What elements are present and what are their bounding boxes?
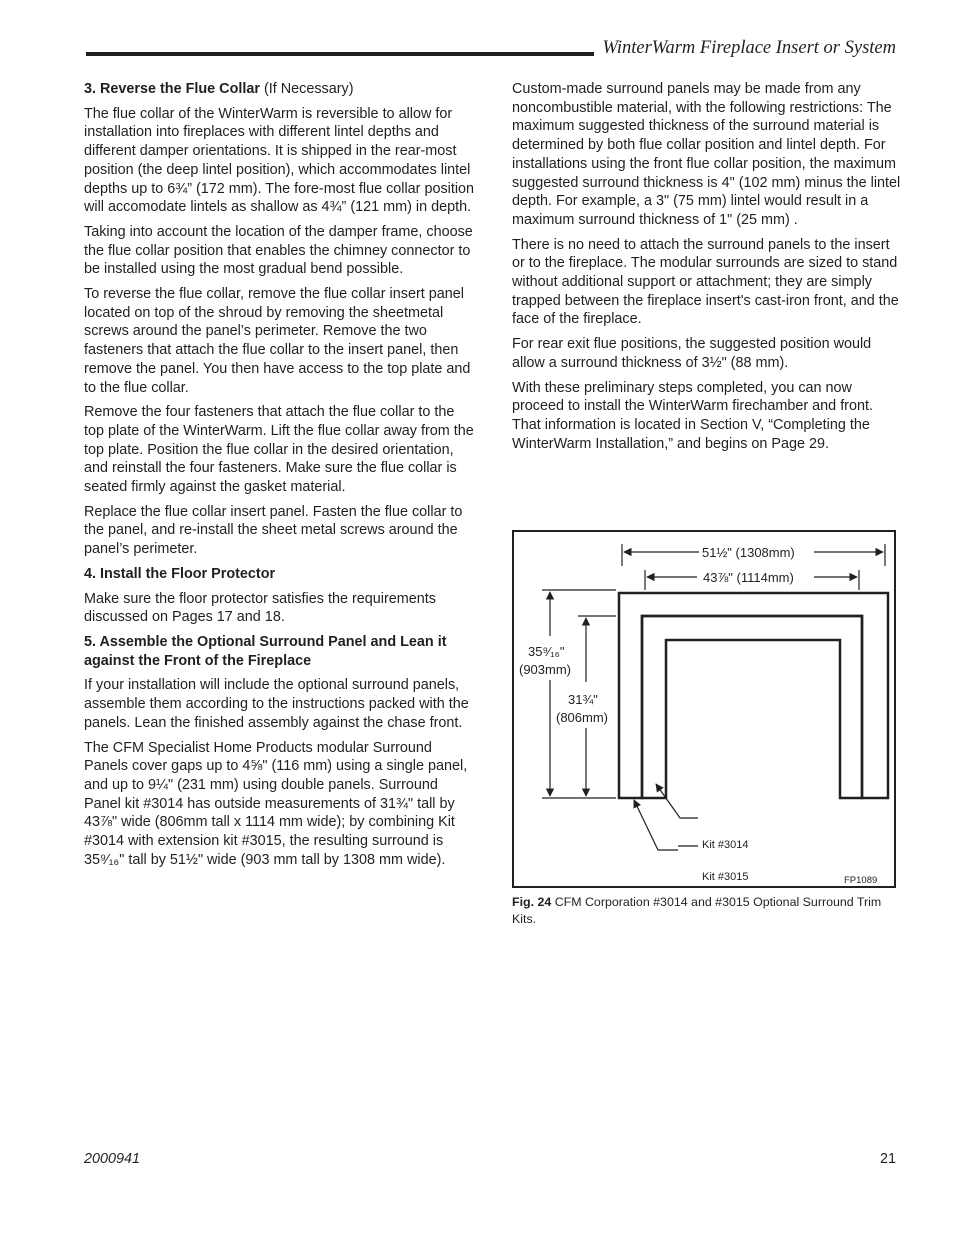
running-header-title: WinterWarm Fireplace Insert or System <box>602 38 896 58</box>
dim-label-outer-height-mm: (903mm) <box>519 662 572 677</box>
paragraph: The CFM Specialist Home Products modular Surround Panels cover gaps up to 4⅝" (116 mm) using a single panel, and up to 9¼" (231 mm) using double panels. Surround Panel kit #3014 has outside measurements of 31¾" tall by 43⅞" wide (806mm tall x 1114 mm wide); by combining Kit #3014 with extension kit #3015, the resulting surround is 35⁹⁄₁₆" tall by 51½" wide (903 mm tall by 1308 mm wide). <box>84 739 468 868</box>
leader-kit-3015 <box>634 800 678 850</box>
figure-24-box <box>512 530 896 888</box>
figure-caption <box>512 894 892 928</box>
paragraph: Make sure the floor protector satisfies the requirements discussed on Pages 17 and 18. <box>84 590 436 626</box>
dim-label-inner-height: 31¾" <box>568 692 598 707</box>
paragraph: If your installation will include the optional surround panels, assemble them according to the instructions packed with the panels. Lean the finished assembly against the chase front. <box>84 677 469 731</box>
page-number: 21 <box>879 1151 896 1167</box>
figure-code: FP1089 <box>844 875 878 886</box>
surround-trim-diagram <box>514 532 894 886</box>
paragraph: To reverse the flue collar, remove the flue collar insert panel located on top of the shroud by removing the sheetmetal screws around the panel’s perimeter. Remove the two fasteners that attach the flue collar to the insert panel, then remove the panel. You then have access to the top plate and to the flue collar. <box>84 286 471 396</box>
outer-surround-outline <box>619 593 888 798</box>
left-column <box>84 80 476 875</box>
dim-label-outer-height: 35⁹⁄₁₆" <box>528 644 565 659</box>
dim-label-inner-width: 43⅞" (1114mm) <box>703 570 794 585</box>
section-3-heading <box>84 80 476 99</box>
label-kit-3015: Kit #3015 <box>702 871 749 883</box>
right-column <box>512 80 904 459</box>
paragraph: The flue collar of the WinterWarm is reversible to allow for installation into fireplaces with different lintel depths and different damper orientations. It is shipped in the rear-most position (the deep lintel position), which accommodates lintel depths up to 6¾” (172 mm). The fore-most flue collar position will accomodate lintels as shallow as 4¾” (121 mm) in depth. <box>84 105 475 216</box>
section-4-heading: 4. Install the Floor Protector <box>84 565 276 582</box>
inner-surround-outline <box>642 616 862 798</box>
section-3-heading-suffix: (If Necessary) <box>259 81 354 97</box>
section-3-heading-bold: 3. Reverse the Flue Collar <box>84 81 260 97</box>
paragraph: There is no need to attach the surround panels to the insert or to the fireplace. The modular surrounds are sized to stand without additional support or attachment; they are simply trapped between the fireplace insert's cast-iron front, and the face of the fireplace. <box>512 236 899 328</box>
header-rule <box>86 52 594 56</box>
dim-label-inner-height-mm: (806mm) <box>556 710 609 725</box>
paragraph: Taking into account the location of the damper frame, choose the flue collar position that enables the chimney connector to be installed using the most gradual bend possible. <box>84 223 473 278</box>
dim-label-outer-width: 51½" (1308mm) <box>702 545 795 560</box>
figure-caption-text: CFM Corporation #3014 and #3015 Optional Surround Trim Kits. <box>512 895 882 926</box>
leader-kit-3014 <box>656 784 698 818</box>
paragraph: Replace the flue collar insert panel. Fasten the flue collar to the panel, and re-install the sheet metal screws around the panel’s perimeter. <box>84 503 463 558</box>
document-number: 2000941 <box>84 1151 141 1167</box>
label-kit-3014: Kit #3014 <box>702 839 749 851</box>
paragraph: With these preliminary steps completed, you can now proceed to install the WinterWarm firechamber and front. That information is located in Section V, “Completing the WinterWarm Installation,” and begins on Page 29. <box>512 379 873 452</box>
paragraph: Remove the four fasteners that attach the flue collar to the top plate of the WinterWarm. Lift the flue collar away from the top plate. Position the flue collar in the desired orientation, and reinstall the four fasteners. Make sure the flue collar is seated firmly against the gasket material. <box>84 404 474 496</box>
paragraph: Custom-made surround panels may be made from any noncombustible material, with the following restrictions: The maximum suggested thickness of the surround material is determined by both flue collar position and lintel depth. For installations using the front flue collar position, the maximum suggested surround thickness is 4" (102 mm) minus the lintel depth. For example, a 3" (75 mm) lintel would result in a maximum surround thickness of 1" (25 mm) . <box>512 81 901 228</box>
section-5-heading: 5. Assemble the Optional Surround Panel and Lean it against the Front of the Fireplace <box>84 633 447 669</box>
paragraph: For rear exit flue positions, the suggested position would allow a surround thickness of 3½" (88 mm). <box>512 336 872 371</box>
figure-caption-label: Fig. 24 <box>512 895 552 909</box>
